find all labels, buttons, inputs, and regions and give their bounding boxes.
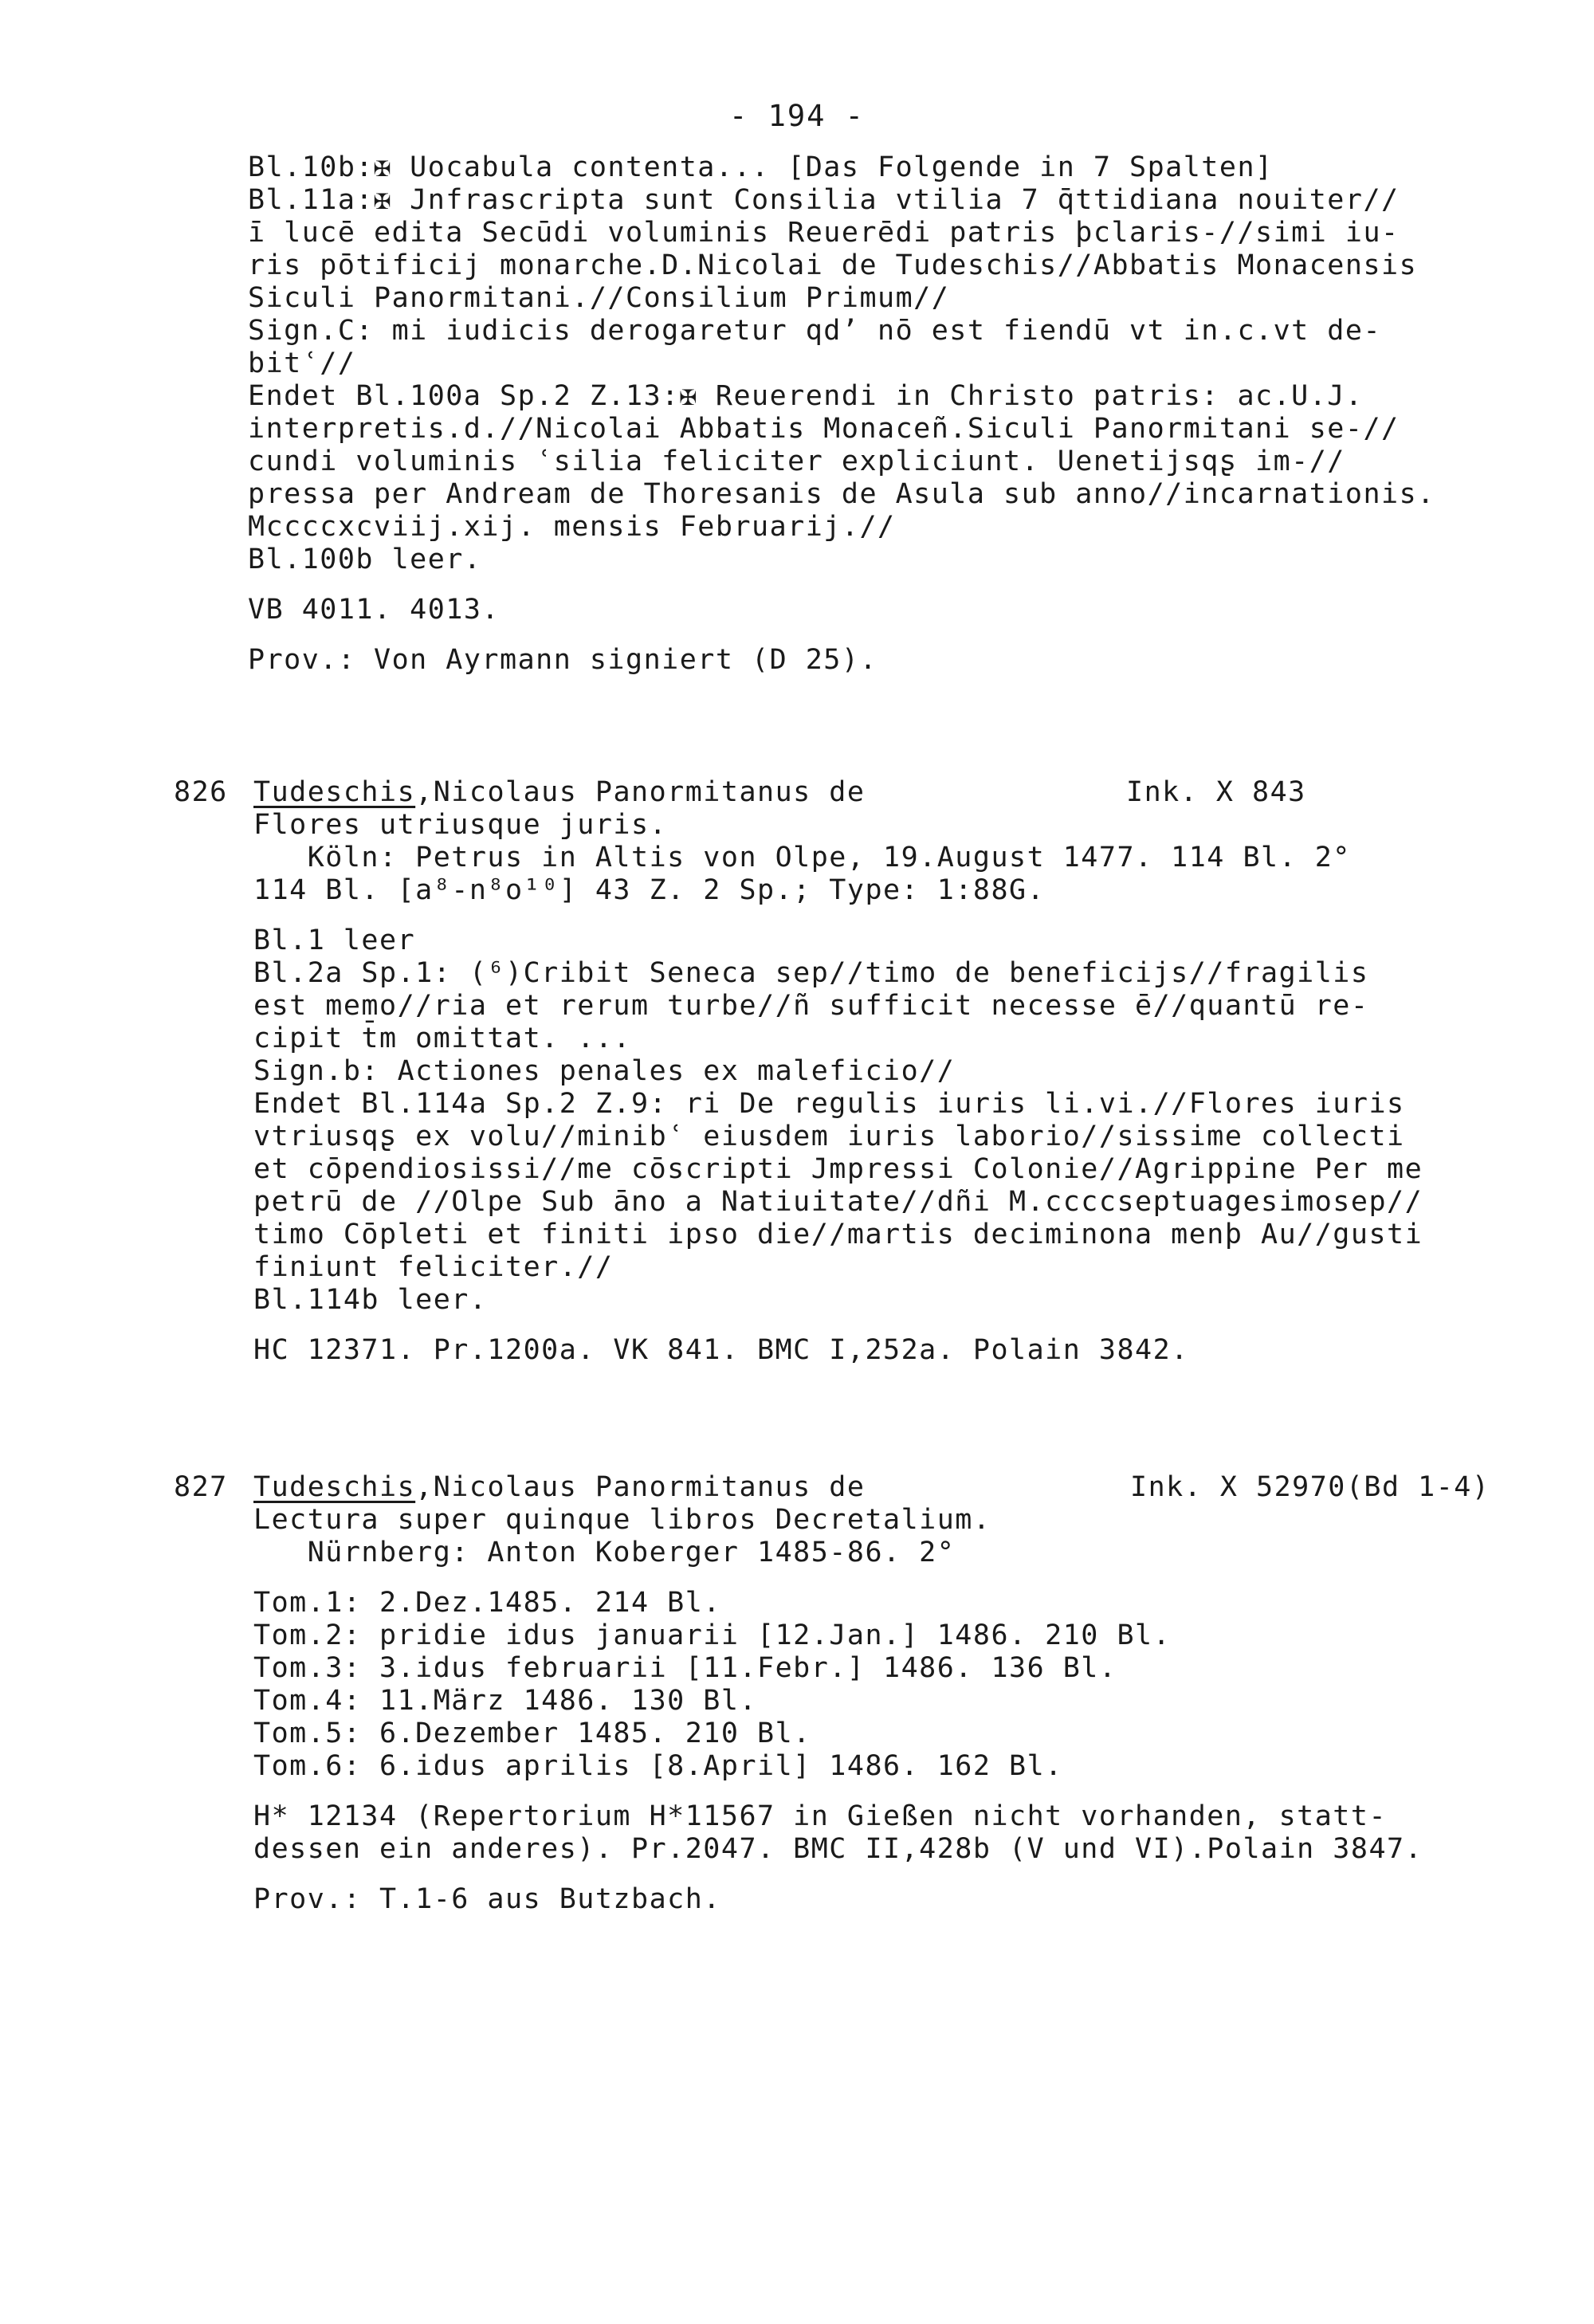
author-surname: Tudeschis	[253, 776, 416, 808]
author-forename: ,Nicolaus Panormitanus de	[415, 1471, 866, 1503]
reference-line: H* 12134 (Repertorium H*11567 in Gießen nicht vorhanden, statt-	[253, 1800, 1388, 1832]
text-line: Sign.b: Actiones penales ex maleficio//	[253, 1055, 956, 1087]
text-line: ī lucē edita Secūdi voluminis Reuerēdi patris þclaris-//simi iu-	[248, 217, 1400, 249]
entry-number: 826	[174, 776, 228, 808]
entry-number: 827	[174, 1471, 228, 1503]
entry-title: Lectura super quinque libros Decretalium.	[253, 1504, 991, 1536]
volume-line: Tom.4: 11.März 1486. 130 Bl.	[253, 1685, 758, 1717]
text-line: cundi voluminis ʿsilia feliciter expliciunt. Uenetijsqʂ im-//	[248, 446, 1345, 477]
shelfmark: Ink. X 52970(Bd 1-4)	[1130, 1471, 1490, 1503]
provenance-line: Prov.: T.1-6 aus Butzbach.	[253, 1883, 721, 1915]
collation-line: 114 Bl. [a⁸-n⁸o¹⁰] 43 Z. 2 Sp.; Type: 1:88G.	[253, 874, 1046, 906]
text-line: Bl.11a:✠ Jnfrascripta sunt Consilia vtilia 7 q̄ttidiana nouiter//	[248, 184, 1400, 216]
text-line: Sign.C: mi iudicis derogaretur qd’ nō est fiendū vt in.c.vt de-	[248, 315, 1382, 347]
reference-line: VB 4011. 4013.	[248, 594, 501, 626]
text-line: vtriusqʂ ex volu//minibʿ eiusdem iuris laborio//sissime collecti	[253, 1121, 1405, 1152]
text-line: Bl.2a Sp.1: (⁶)Cribit Seneca sep//timo de beneficijs//fragilis	[253, 957, 1369, 989]
entry-826-body	[253, 809, 1505, 1367]
entry-author	[253, 776, 865, 809]
volume-line: Tom.5: 6.Dezember 1485. 210 Bl.	[253, 1717, 811, 1749]
entry-author	[253, 1471, 865, 1504]
shelfmark: Ink. X 843	[1126, 776, 1306, 808]
text-line: pressa per Andream de Thoresanis de Asula sub anno//incarnationis.	[248, 478, 1435, 510]
text-line: Bl.1 leer	[253, 924, 416, 956]
text-line: Siculi Panormitani.//Consilium Primum//	[248, 282, 950, 314]
text-line: Bl.100b leer.	[248, 544, 482, 575]
entry-title: Flores utriusque juris.	[253, 809, 668, 841]
reference-line: dessen ein anderes). Pr.2047. BMC II,428b (V und VI).Polain 3847.	[253, 1833, 1423, 1865]
text-line: petrū de //Olpe Sub āno a Natiuitate//dñi M.ccccseptuagesimosep//	[253, 1186, 1423, 1218]
imprint-line: Köln: Petrus in Altis von Olpe, 19.August 1477. 114 Bl. 2°	[253, 842, 1351, 873]
previous-entry-continuation	[248, 151, 1499, 677]
author-forename: ,Nicolaus Panormitanus de	[415, 776, 866, 808]
provenance-line: Prov.: Von Ayrmann signiert (D 25).	[248, 644, 878, 676]
text-line: ris pōtificij monarche.D.Nicolai de Tudeschis//Abbatis Monacensis	[248, 249, 1418, 281]
text-line: est memo//ria et rerum turbe//ñ sufficit necesse ē//quantū re-	[253, 990, 1369, 1022]
text-line: Endet Bl.114a Sp.2 Z.9: ri De regulis iuris li.vi.//Flores iuris	[253, 1088, 1405, 1120]
text-line: Endet Bl.100a Sp.2 Z.13:✠ Reuerendi in Christo patris: ac.U.J.	[248, 380, 1364, 412]
page-number: - 194 -	[729, 99, 865, 133]
author-surname: Tudeschis	[253, 1471, 416, 1503]
text-line: et cōpendiosissi//me cōscripti Jmpressi Colonie//Agrippine Per me	[253, 1153, 1423, 1185]
volume-line: Tom.2: pridie idus januarii [12.Jan.] 1486. 210 Bl.	[253, 1619, 1172, 1651]
volume-line: Tom.3: 3.idus februarii [11.Febr.] 1486. 136 Bl.	[253, 1652, 1117, 1684]
text-line: Mccccxcviij.xij. mensis Februarij.//	[248, 511, 896, 543]
text-line: interpretis.d.//Nicolai Abbatis Monaceñ.Siculi Panormitani se-//	[248, 413, 1400, 445]
volume-line: Tom.1: 2.Dez.1485. 214 Bl.	[253, 1587, 721, 1619]
volume-line: Tom.6: 6.idus aprilis [8.April] 1486. 162 Bl.	[253, 1750, 1063, 1782]
text-line: Bl.114b leer.	[253, 1284, 488, 1316]
imprint-line: Nürnberg: Anton Koberger 1485-86. 2°	[253, 1537, 956, 1568]
text-line: finiunt feliciter.//	[253, 1251, 614, 1283]
text-line: Bl.10b:✠ Uocabula contenta... [Das Folgende in 7 Spalten]	[248, 151, 1274, 183]
text-line: timo Cōpleti et finiti ipso die//martis deciminona menþ Au//gusti	[253, 1219, 1423, 1250]
text-line: cipit t̄m omittat. ...	[253, 1023, 632, 1054]
text-line: bitʿ//	[248, 347, 356, 379]
reference-line: HC 12371. Pr.1200a. VK 841. BMC I,252a. Polain 3842.	[253, 1334, 1189, 1366]
entry-827-body	[253, 1504, 1505, 1916]
